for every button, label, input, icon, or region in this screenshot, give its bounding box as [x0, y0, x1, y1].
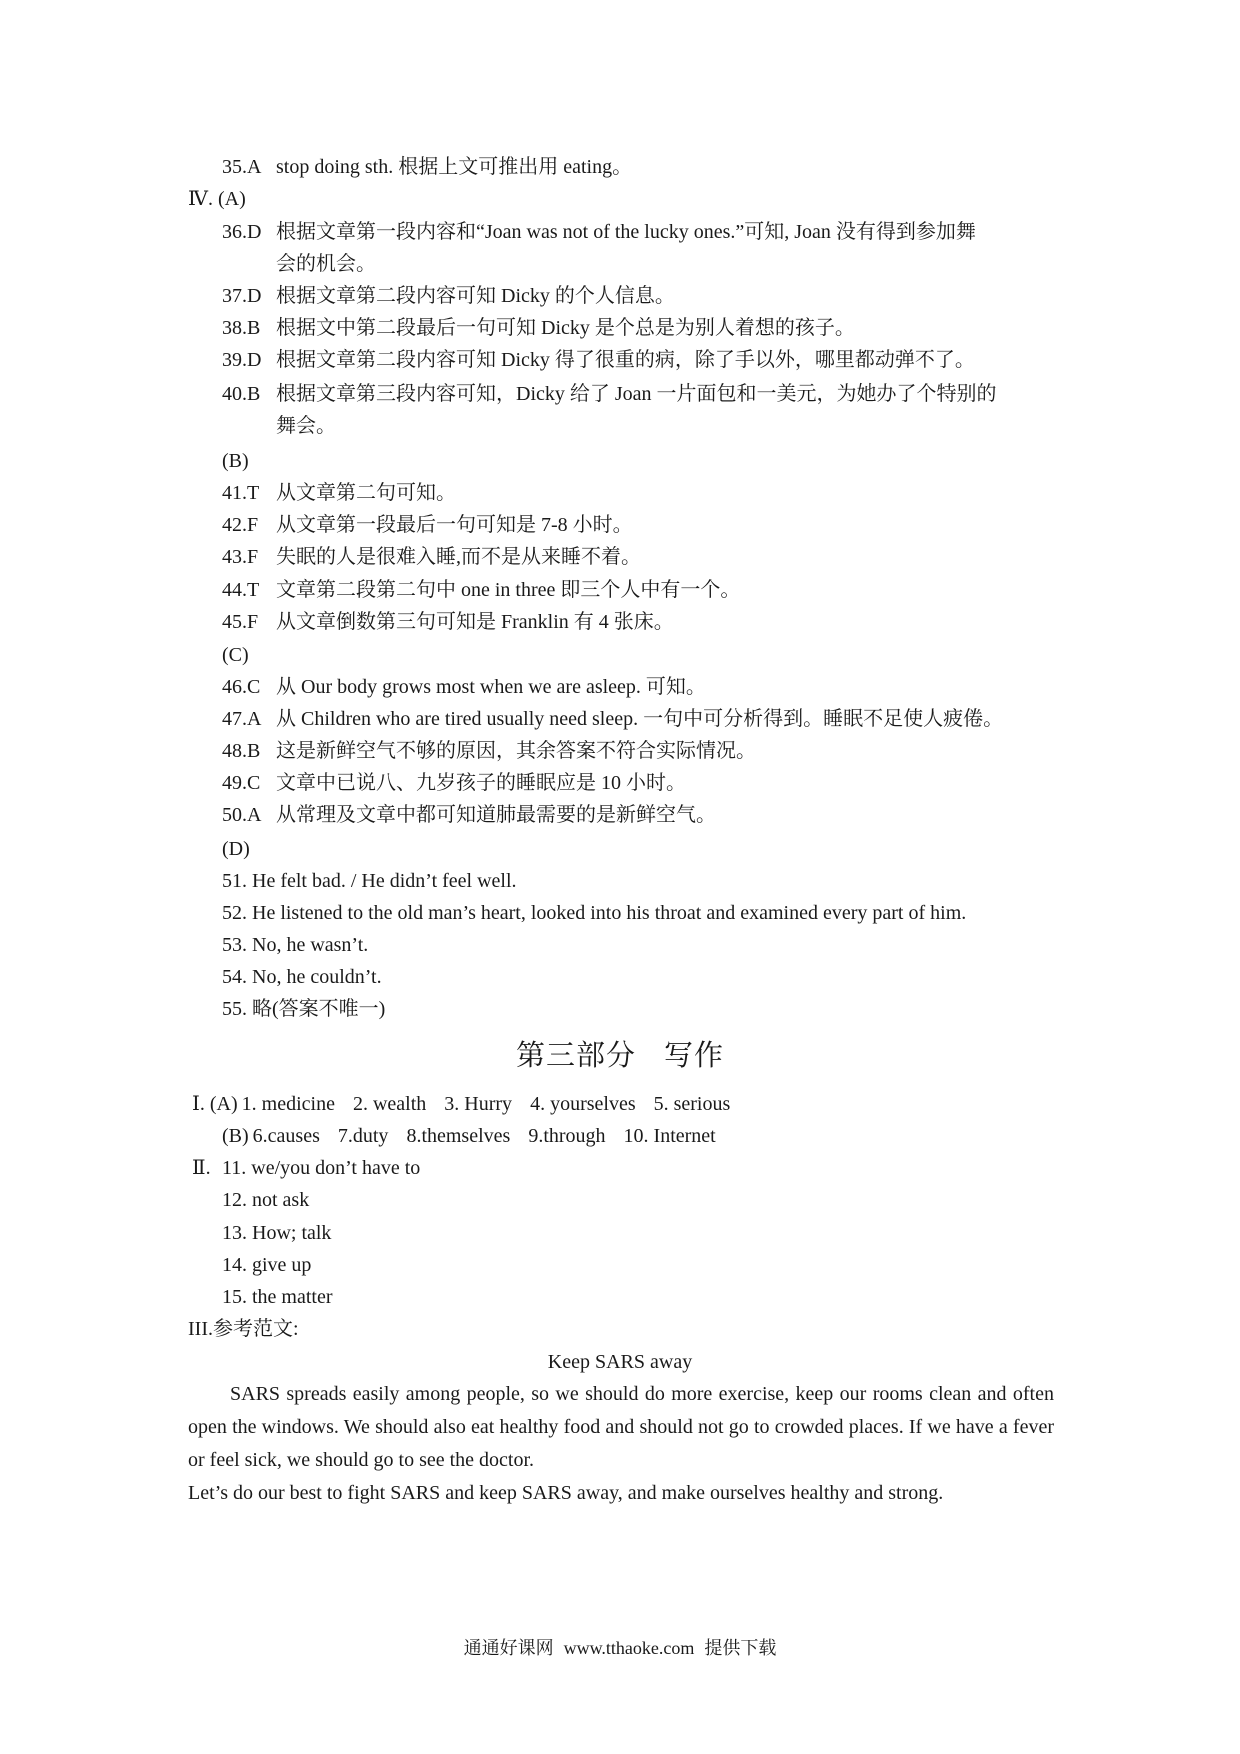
- fill-answer: 9.through: [528, 1125, 606, 1147]
- rewrite-answer: 11. we/you don’t have to: [222, 1157, 421, 1179]
- answer-explanation: 根据文中第二段最后一句可知 Dicky 是个总是为别人着想的孩子。: [276, 317, 855, 339]
- page-footer: [0, 1636, 1240, 1660]
- answer-44: [222, 576, 740, 604]
- answer-number: 42.F: [222, 514, 259, 536]
- answer-36: [222, 218, 976, 246]
- answer-45: [222, 608, 674, 636]
- answer-38: [222, 314, 855, 342]
- fill-answer: 5. serious: [653, 1093, 731, 1115]
- answer-50: [222, 801, 716, 829]
- answer-49: [222, 769, 686, 797]
- footer-suffix: 提供下载: [704, 1638, 777, 1658]
- answer-40-continued: 舞会。: [276, 415, 336, 437]
- rewrite-answer-15: 15. the matter: [222, 1286, 333, 1308]
- essay-title: Keep SARS away: [547, 1351, 693, 1373]
- answer-explanation: 从 Children who are tired usually need sleep. 一句中可分析得到。睡眠不足使人疲倦。: [276, 708, 1004, 730]
- answer-51: 51. He felt bad. / He didn’t feel well.: [222, 870, 517, 892]
- answer-explanation: 文章中已说八、九岁孩子的睡眠应是 10 小时。: [276, 772, 686, 794]
- answer-explanation: 从 Our body grows most when we are asleep. 可知。: [276, 676, 706, 698]
- footer-site-name: 通通好课网: [463, 1638, 554, 1658]
- answer-number: 49.C: [222, 772, 261, 794]
- answer-46: [222, 673, 706, 701]
- rewrite-answer-12: 12. not ask: [222, 1189, 310, 1211]
- answer-number: 41.T: [222, 482, 260, 504]
- answer-number: 48.B: [222, 740, 261, 762]
- answer-explanation: 根据文章第一段内容和“Joan was not of the lucky ones.”可知, Joan 没有得到参加舞: [276, 221, 976, 243]
- footer-url[interactable]: www.tthaoke.com: [563, 1638, 695, 1658]
- section-i-b-label: (B): [222, 1125, 249, 1147]
- answer-number: 38.B: [222, 317, 261, 339]
- answer-explanation: 从常理及文章中都可知道肺最需要的是新鲜空气。: [276, 804, 716, 826]
- answer-explanation: 从文章倒数第三句可知是 Franklin 有 4 张床。: [276, 611, 674, 633]
- fill-answer: 3. Hurry: [444, 1093, 513, 1115]
- sample-essay: [188, 1378, 1054, 1510]
- part-three-heading: [0, 1038, 1240, 1074]
- answer-52: 52. He listened to the old man’s heart, looked into his throat and examined every part of him.: [222, 902, 967, 924]
- answer-explanation: 根据文章第二段内容可知 Dicky 的个人信息。: [276, 285, 675, 307]
- answer-53: 53. No, he wasn’t.: [222, 934, 369, 956]
- answer-number: 36.D: [222, 221, 262, 243]
- section-ii-label: Ⅱ.: [192, 1157, 211, 1179]
- answer-explanation: 文章第二段第二句中 one in three 即三个人中有一个。: [276, 579, 741, 601]
- section-c-label: (C): [222, 644, 249, 666]
- answer-explanation: 从文章第二句可知。: [276, 482, 456, 504]
- answer-42: [222, 511, 633, 539]
- fill-answer: 2. wealth: [352, 1093, 427, 1115]
- answer-explanation: stop doing sth. 根据上文可推出用 eating。: [276, 156, 633, 178]
- answer-number: 37.D: [222, 285, 262, 307]
- section-iv-label: Ⅳ. (A): [188, 188, 246, 210]
- heading-part: 第三部分: [515, 1040, 636, 1072]
- fill-answer: 8.themselves: [406, 1125, 511, 1147]
- answer-number: 44.T: [222, 579, 260, 601]
- essay-paragraph: SARS spreads easily among people, so we should do more exercise, keep our rooms clean and often open the windows. We should also eat healthy food and should not go to crowded places. If we have a fever or feel sick, we should go to see the doctor.: [188, 1383, 1054, 1471]
- rewrite-answer-13: 13. How; talk: [222, 1222, 332, 1244]
- section-iii-label: III.参考范文:: [188, 1318, 299, 1340]
- heading-title: 写作: [664, 1040, 725, 1072]
- answer-41: [222, 479, 456, 507]
- answer-43: [222, 543, 641, 571]
- answer-explanation: 从文章第一段最后一句可知是 7-8 小时。: [276, 514, 633, 536]
- section-d-label: (D): [222, 838, 250, 860]
- answer-explanation: 这是新鲜空气不够的原因，其余答案不符合实际情况。: [276, 740, 756, 762]
- section-i-row-a: [192, 1090, 748, 1118]
- answer-number: 40.B: [222, 383, 261, 405]
- answer-54: 54. No, he couldn’t.: [222, 966, 382, 988]
- fill-answer: 6.causes: [252, 1125, 320, 1147]
- answer-55: 55. 略(答案不唯一): [222, 998, 386, 1020]
- section-ii-row-11: [192, 1154, 420, 1182]
- section-i-label: Ⅰ. (A): [192, 1093, 238, 1115]
- answer-explanation: 根据文章第三段内容可知，Dicky 给了 Joan 一片面包和一美元，为她办了个特别的: [276, 383, 997, 405]
- answer-number: 39.D: [222, 349, 262, 371]
- fill-answer: 7.duty: [337, 1125, 389, 1147]
- essay-paragraph: Let’s do our best to fight SARS and keep SARS away, and make ourselves healthy and strong.: [188, 1482, 944, 1504]
- rewrite-answer-14: 14. give up: [222, 1254, 312, 1276]
- answer-number: 35.A: [222, 156, 262, 178]
- answer-48: [222, 737, 756, 765]
- answer-number: 46.C: [222, 676, 261, 698]
- fill-answer: 10. Internet: [623, 1125, 716, 1147]
- answer-39: [222, 346, 975, 374]
- answer-40: [222, 380, 997, 408]
- fill-answer: 1. medicine: [241, 1093, 335, 1115]
- section-i-row-b: [222, 1122, 734, 1150]
- fill-answer: 4. yourselves: [530, 1093, 636, 1115]
- answer-47: [222, 705, 1003, 733]
- answer-explanation: 失眠的人是很难入睡,而不是从来睡不着。: [276, 546, 641, 568]
- section-b-label: (B): [222, 450, 249, 472]
- answer-number: 43.F: [222, 546, 259, 568]
- answer-36-continued: 会的机会。: [276, 253, 376, 275]
- answer-37: [222, 282, 675, 310]
- answer-explanation: 根据文章第二段内容可知 Dicky 得了很重的病，除了手以外，哪里都动弹不了。: [276, 349, 975, 371]
- answer-35: [222, 153, 632, 181]
- answer-number: 45.F: [222, 611, 259, 633]
- answer-number: 47.A: [222, 708, 262, 730]
- answer-number: 50.A: [222, 804, 262, 826]
